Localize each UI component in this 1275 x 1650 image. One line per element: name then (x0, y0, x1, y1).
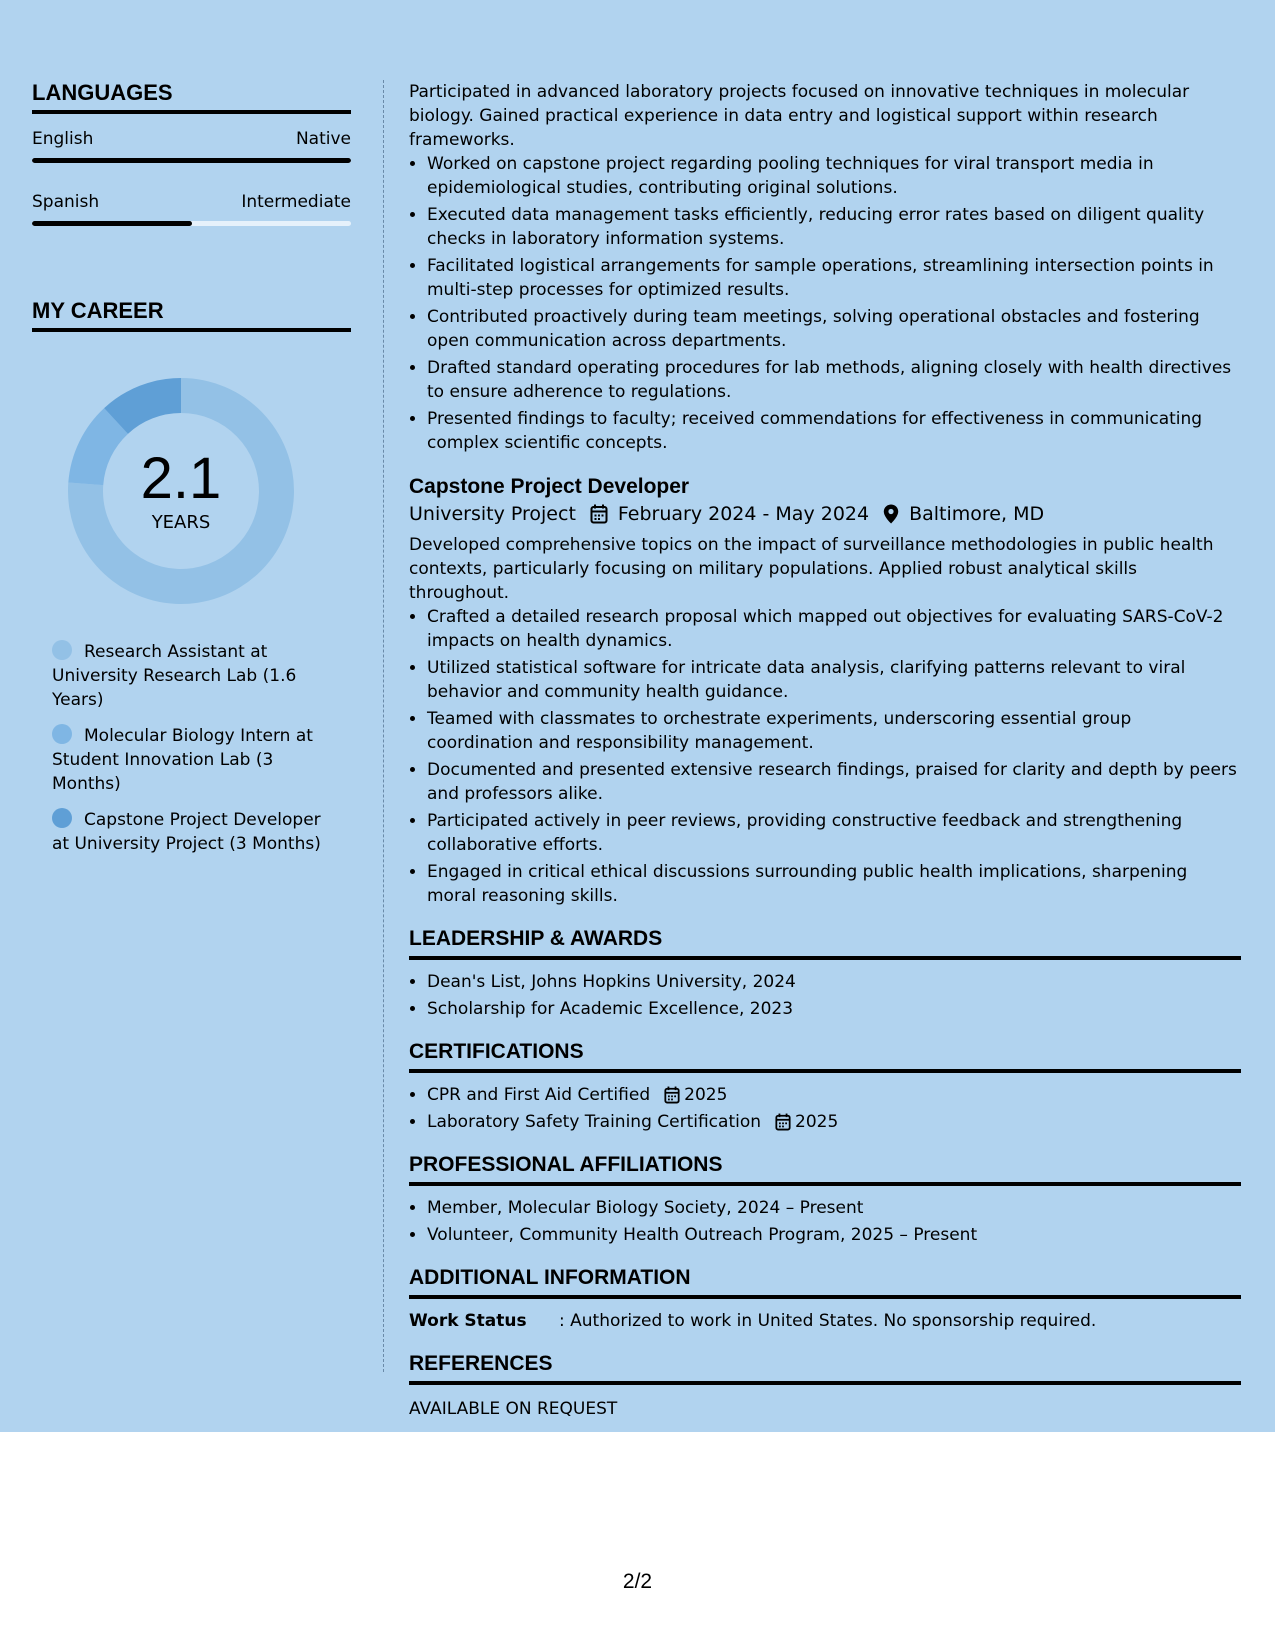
certification-name: • Laboratory Safety Training Certification (427, 1112, 762, 1132)
languages-heading: LANGUAGES (32, 80, 351, 114)
career-legend-item: Research Assistant at University Research Lab (1.6 Years) (52, 642, 297, 710)
additional-info-section (409, 1265, 1241, 1333)
list-item: • Dean's List, Johns Hopkins University, 2024 (427, 970, 1241, 994)
certifications-section (409, 1039, 1241, 1134)
language-proficiency-bar (32, 221, 351, 226)
language-level: Intermediate (241, 192, 351, 212)
references-heading: REFERENCES (409, 1351, 1241, 1385)
certification-name: • CPR and First Aid Certified (427, 1085, 651, 1105)
legend-dot-icon (52, 724, 72, 744)
list-item: • Volunteer, Community Health Outreach Program, 2025 – Present (427, 1223, 1241, 1247)
language-item (32, 191, 351, 226)
affiliations-section (409, 1152, 1241, 1247)
location-pin-icon (883, 504, 899, 524)
list-item: • Engaged in critical ethical discussions surrounding public health implications, sharpening moral reasoning skills. (427, 860, 1241, 908)
additional-info-heading: ADDITIONAL INFORMATION (409, 1265, 1241, 1299)
list-item: • Contributed proactively during team meetings, solving operational obstacles and fostering open communication across departments. (427, 305, 1241, 353)
work-status-value: : Authorized to work in United States. No sponsorship required. (559, 1311, 1097, 1331)
list-item: • Executed data management tasks efficiently, reducing error rates based on diligent quality checks in laboratory information systems. (427, 203, 1241, 251)
list-item (427, 1083, 1241, 1107)
language-proficiency-fill (32, 221, 192, 226)
list-item: • Utilized statistical software for intricate data analysis, clarifying patterns relevant to viral behavior and community health guidance. (427, 656, 1241, 704)
job-location: Baltimore, MD (909, 503, 1045, 525)
language-item (32, 128, 351, 163)
language-proficiency-fill (32, 158, 351, 163)
certifications-heading: CERTIFICATIONS (409, 1039, 1241, 1073)
language-proficiency-bar (32, 158, 351, 163)
leadership-heading: LEADERSHIP & AWARDS (409, 926, 1241, 960)
job-title: Capstone Project Developer (409, 475, 690, 498)
list-item: • Member, Molecular Biology Society, 2024 – Present (427, 1196, 1241, 1220)
language-name: English (32, 129, 94, 149)
calendar-icon (590, 504, 608, 524)
job-organization: University Project (409, 503, 576, 525)
language-name: Spanish (32, 192, 100, 212)
certification-year: 2025 (795, 1112, 839, 1132)
career-legend-item: Molecular Biology Intern at Student Innovation Lab (3 Months) (52, 726, 313, 794)
calendar-icon (664, 1086, 680, 1104)
references-section (409, 1351, 1241, 1419)
right-column (409, 80, 1241, 1419)
list-item: • Scholarship for Academic Excellence, 2023 (427, 997, 1241, 1021)
career-total-years: 2.1 (140, 446, 222, 511)
references-text: AVAILABLE ON REQUEST (409, 1399, 618, 1419)
list-item: • Documented and presented extensive research findings, praised for clarity and depth by peers and professors alike. (427, 758, 1241, 806)
work-status-row (409, 1309, 1241, 1333)
list-item: • Drafted standard operating procedures for lab methods, aligning closely with health directives to ensure adherence to regulations. (427, 356, 1241, 404)
job-dates: February 2024 - May 2024 (617, 503, 870, 525)
career-legend-item: Capstone Project Developer at University Project (3 Months) (52, 810, 321, 854)
list-item: • Crafted a detailed research proposal which mapped out objectives for evaluating SARS-CoV-2 impacts on health dynamics. (427, 605, 1241, 653)
work-status-label: Work Status (409, 1311, 527, 1331)
calendar-icon (775, 1113, 791, 1131)
career-total-unit: YEARS (151, 512, 211, 533)
legend-dot-icon (52, 808, 72, 828)
list-item: • Teamed with classmates to orchestrate experiments, underscoring essential group coordination and responsibility management. (427, 707, 1241, 755)
career-donut-chart (66, 376, 296, 606)
job-bullets (409, 605, 1241, 908)
leadership-section (409, 926, 1241, 1021)
list-item: • Worked on capstone project regarding pooling techniques for viral transport media in epidemiological studies, contributing original solutions. (427, 152, 1241, 200)
job-description: Developed comprehensive topics on the impact of surveillance methodologies in public health contexts, particularly focusing on military populations. Applied robust analytical skills throughout. (409, 535, 1214, 603)
job-meta (409, 503, 1241, 525)
list-item: • Facilitated logistical arrangements for sample operations, streamlining intersection points in multi-step processes for optimized results. (427, 254, 1241, 302)
page-number: 2/2 (622, 1570, 653, 1593)
list-item: • Participated actively in peer reviews, providing constructive feedback and strengthening collaborative efforts. (427, 809, 1241, 857)
language-level: Native (295, 129, 351, 149)
list-item: • Presented findings to faculty; received commendations for effectiveness in communicating complex scientific concepts. (427, 407, 1241, 455)
left-column (32, 80, 351, 868)
affiliations-heading: PROFESSIONAL AFFILIATIONS (409, 1152, 1241, 1186)
column-divider (383, 80, 384, 1372)
job-bullets (409, 152, 1241, 455)
job-description: Participated in advanced laboratory projects focused on innovative techniques in molecular biology. Gained practical experience in data entry and logistical support within research frameworks. (409, 82, 1190, 150)
career-heading: MY CAREER (32, 298, 351, 332)
list-item (427, 1110, 1241, 1134)
career-legend (52, 640, 332, 856)
certification-year: 2025 (684, 1085, 728, 1105)
legend-dot-icon (52, 640, 72, 660)
